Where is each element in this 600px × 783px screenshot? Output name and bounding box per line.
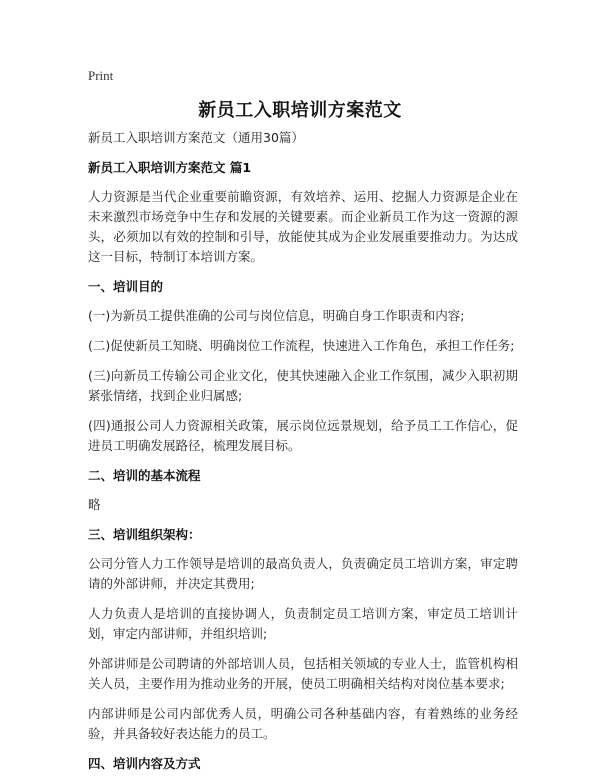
purpose-item: (一)为新员工提供准确的公司与岗位信息，明确自身工作职责和内容;: [88, 308, 465, 323]
purpose-item: (二)促使新员工知晓、明确岗位工作流程，快速进入工作角色，承担工作任务;: [88, 338, 515, 353]
article-heading: 新员工入职培训方案范文 篇1: [88, 160, 252, 175]
section-heading-content: 四、培训内容及方式: [88, 756, 201, 771]
organization-item: 外部讲师是公司聘请的外部培训人员，包括相关领域的专业人士，监管机构相关人员，主要作用为推动业务的开展，使员工明确相关结构对岗位基本要求;: [88, 656, 518, 691]
organization-item: 公司分管人力工作领导是培训的最高负责人，负责确定员工培训方案，审定聘请的外部讲师，并决定其费用;: [88, 556, 518, 591]
section-heading-purpose: 一、培训目的: [88, 279, 164, 294]
purpose-item: (三)向新员工传输公司企业文化，使其快速融入企业工作氛围，减少入职初期紧张情绪，找到企业归属感;: [88, 368, 518, 403]
section-heading-organization: 三、培训组织架构：: [88, 527, 201, 542]
document-body: [88, 128, 518, 783]
organization-item: 人力负责人是培训的直接协调人，负责制定员工培训方案，审定员工培训计划，审定内部讲师，并组织培训;: [88, 606, 518, 641]
section-heading-process: 二、培训的基本流程: [88, 468, 201, 483]
page-title: 新员工入职培训方案范文: [198, 100, 402, 121]
organization-item: 内部讲师是公司内部优秀人员，明确公司各种基础内容，有着熟练的业务经验，并具备较好表达能力的员工。: [88, 706, 518, 741]
intro-paragraph: 人力资源是当代企业重要前瞻资源，有效培养、运用、挖掘人力资源是企业在未来激烈市场竞争中生存和发展的关键要素。而企业新员工作为这一资源的源头，必须加以有效的控制和引导，放能使其成为企业发展重要推动力。为达成这一目标，特制订本培训方案。: [88, 189, 518, 264]
print-link[interactable]: Print: [88, 68, 114, 83]
document-subtitle: 新员工入职培训方案范文（通用30篇）: [88, 130, 304, 145]
process-body: 略: [88, 497, 101, 512]
purpose-item: (四)通报公司人力资源相关政策，展示岗位远景规划，给予员工工作信心，促进员工明确发展路径，梳理发展目标。: [88, 418, 518, 453]
